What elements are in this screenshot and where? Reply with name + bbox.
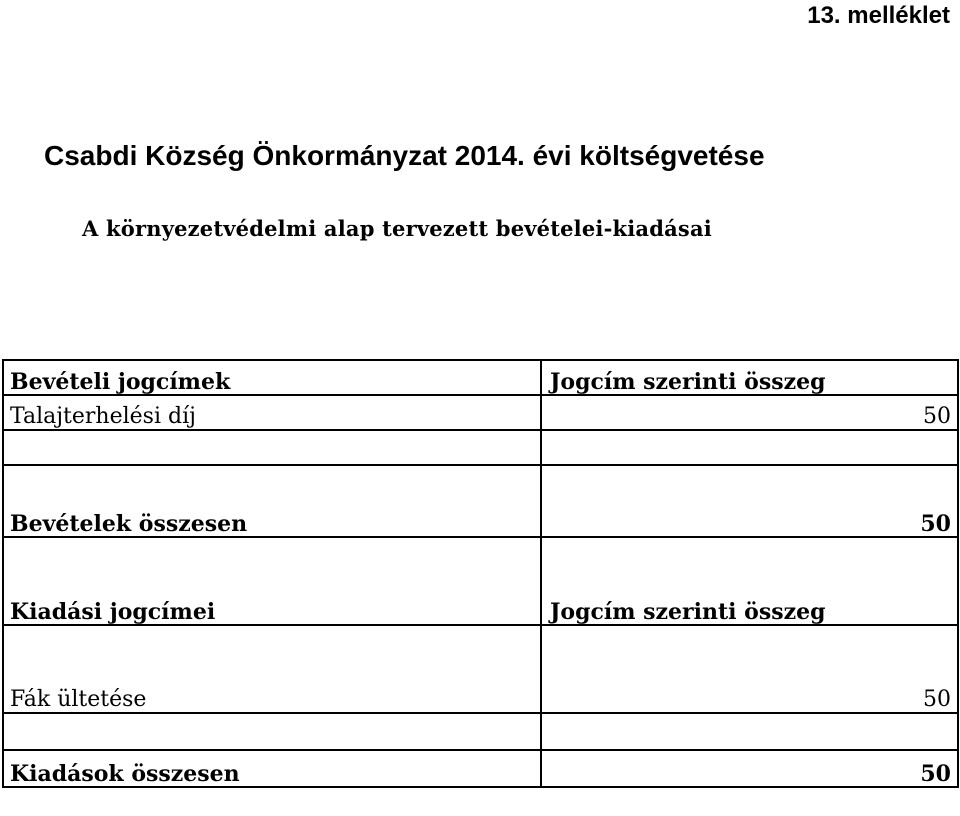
revenue-item-label: Talajterhelési díj <box>3 395 541 430</box>
page-title: Csabdi Község Önkormányzat 2014. évi költségvetése <box>44 140 765 171</box>
expenditure-item-amount: 50 <box>541 625 958 713</box>
expenditure-header-amount: Jogcím szerinti összeg <box>541 537 958 625</box>
expenditure-item-label: Fák ültetése <box>3 625 541 713</box>
annex-label: 13. melléklet <box>807 2 950 29</box>
revenue-total-label: Bevételek összesen <box>3 465 541 537</box>
table-row <box>3 430 958 465</box>
budget-table <box>2 359 959 788</box>
revenue-item-amount <box>541 430 958 465</box>
table-row <box>3 625 958 713</box>
page-subtitle: A környezetvédelmi alap tervezett bevételei-kiadásai <box>82 216 712 241</box>
revenue-header-label: Bevételi jogcímek <box>3 360 541 395</box>
expenditure-header-label: Kiadási jogcímei <box>3 537 541 625</box>
table-row <box>3 395 958 430</box>
revenue-header-row <box>3 360 958 395</box>
expenditure-item-label <box>3 713 541 750</box>
expenditure-header-row <box>3 537 958 625</box>
revenue-item-label <box>3 430 541 465</box>
table-row <box>3 713 958 750</box>
revenue-header-amount: Jogcím szerinti összeg <box>541 360 958 395</box>
revenue-total-row <box>3 465 958 537</box>
expenditure-total-label: Kiadások összesen <box>3 750 541 787</box>
revenue-item-amount: 50 <box>541 395 958 430</box>
expenditure-total-amount: 50 <box>541 750 958 787</box>
expenditure-total-row <box>3 750 958 787</box>
revenue-total-amount: 50 <box>541 465 958 537</box>
expenditure-item-amount <box>541 713 958 750</box>
